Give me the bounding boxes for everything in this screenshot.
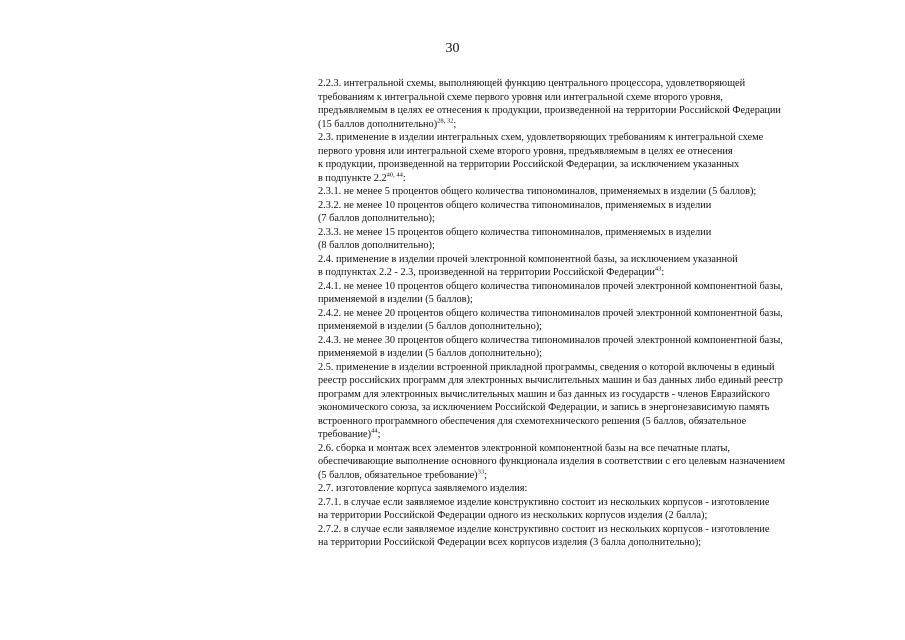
line-text: 2.7. изготовление корпуса заявляемого изделия: (318, 483, 528, 494)
line-text: 2.3.1. не менее 5 процентов общего количества типономиналов, применяемых в изделии (5 баллов); (318, 186, 757, 197)
line-punctuation: : (661, 267, 665, 278)
text-line (318, 253, 878, 267)
footnote-reference: 40, 44 (386, 171, 403, 179)
line-text: к продукции, произведенной на территории Российской Федерации, за исключением указанных (318, 159, 740, 170)
line-text: реестр российских программ для электронных вычислительных машин и баз данных либо единый реестр (318, 375, 783, 386)
line-text: (8 баллов дополнительно); (318, 240, 435, 251)
text-line (318, 509, 878, 523)
text-line (318, 428, 878, 442)
line-text: предъявляемым в целях ее отнесения к продукции, произведенной на территории Российской Федерации (318, 105, 781, 116)
line-text: 2.6. сборка и монтаж всех элементов электронной компонентной базы на все печатные платы, (318, 442, 730, 454)
text-line (318, 455, 878, 469)
line-text: 2.3. применение в изделии интегральных схем, удовлетворяющих требованиям к интегральной схеме (318, 132, 764, 143)
line-text: применяемой в изделии (5 баллов); (318, 294, 473, 305)
line-punctuation: ; (453, 118, 457, 130)
line-text: (7 баллов дополнительно); (318, 213, 435, 224)
line-text: 2.4.2. не менее 20 процентов общего количества типономиналов прочей электронной компонентной базы, (318, 307, 783, 319)
text-line (318, 320, 878, 334)
text-line (318, 118, 878, 132)
line-text: 2.3.3. не менее 15 процентов общего количества типономиналов, применяемых в изделии (318, 226, 712, 238)
line-text: экономического союза, за исключением Российской Федерации, и запись в энергонезависимую память (318, 402, 770, 413)
line-text: 2.3.2. не менее 10 процентов общего количества типономиналов, применяемых в изделии (318, 199, 712, 211)
line-text: встроенного программного обеспечения для схемотехнического решения (5 баллов, обязательное (318, 415, 747, 427)
line-text: (15 баллов дополнительно) (318, 118, 438, 130)
text-line (318, 388, 878, 402)
text-line (318, 266, 878, 280)
line-text: требование) (318, 429, 372, 440)
line-text: программ для электронных вычислительных машин и баз данных из государств - членов Евразийского (318, 388, 770, 400)
text-line (318, 293, 878, 307)
text-line (318, 131, 878, 145)
text-line (318, 172, 878, 186)
line-text: в подпунктах 2.2 - 2.3, произведенной на территории Российской Федерации (318, 267, 655, 278)
text-line (318, 361, 878, 375)
text-line (318, 158, 878, 172)
text-line (318, 185, 878, 199)
line-punctuation: : (402, 172, 406, 184)
text-line (318, 104, 878, 118)
text-line (318, 415, 878, 429)
line-text: 2.2.3. интегральной схемы, выполняющей функцию центрального процессора, удовлетворяющей (318, 78, 746, 89)
line-text: на территории Российской Федерации одного из нескольких корпусов изделия (2 балла); (318, 510, 708, 521)
text-line (318, 536, 878, 550)
line-text: требованиям к интегральной схеме первого уровня или интегральной схеме второго уровня, (318, 91, 723, 103)
line-punctuation: ; (484, 469, 487, 481)
text-line (318, 334, 878, 348)
line-text: (5 баллов, обязательное требование) (318, 469, 478, 481)
text-line (318, 145, 878, 159)
line-punctuation: ; (377, 429, 381, 440)
text-line (318, 199, 878, 213)
text-line (318, 469, 878, 483)
page-number: 30 (445, 41, 460, 56)
footnote-reference: 43 (654, 265, 662, 273)
line-text: 2.4.3. не менее 30 процентов общего количества типономиналов прочей электронной компонентной базы, (318, 334, 783, 346)
line-text: первого уровня или интегральной схеме второго уровня, предъявляемым в целях ее отнесения (318, 145, 733, 157)
text-line (318, 280, 878, 294)
text-line (318, 91, 878, 105)
text-line (318, 374, 878, 388)
line-text: 2.7.1. в случае если заявляемое изделие конструктивно состоит из нескольких корпусов - изготовление (318, 496, 770, 508)
text-line (318, 496, 878, 510)
line-text: 2.4.1. не менее 10 процентов общего количества типономиналов прочей электронной компонентной базы, (318, 280, 783, 292)
text-line (318, 226, 878, 240)
text-line (318, 307, 878, 321)
line-text: обеспечивающие выполнение основного функционала изделия в соответствии с его целевым назначением (318, 456, 786, 467)
text-line (318, 523, 878, 537)
line-text: на территории Российской Федерации всех корпусов изделия (3 балла дополнительно); (318, 537, 702, 548)
line-text: применяемой в изделии (5 баллов дополнительно); (318, 348, 543, 359)
text-line (318, 482, 878, 496)
line-text: 2.5. применение в изделии встроенной прикладной программы, сведения о которой включены в единый (318, 361, 775, 373)
document-body (318, 77, 878, 550)
text-line (318, 77, 878, 91)
line-text: в подпункте 2.2 (318, 172, 387, 184)
text-line (318, 347, 878, 361)
line-text: применяемой в изделии (5 баллов дополнительно); (318, 321, 543, 332)
text-line (318, 212, 878, 226)
text-line (318, 442, 878, 456)
line-text: 2.7.2. в случае если заявляемое изделие конструктивно состоит из нескольких корпусов - изготовление (318, 523, 770, 535)
footnote-reference: 28, 32 (437, 117, 454, 125)
line-text: 2.4. применение в изделии прочей электронной компонентной базы, за исключением указанной (318, 253, 738, 265)
footnote-reference: 33 (477, 468, 485, 476)
text-line (318, 401, 878, 415)
footnote-reference: 44 (371, 427, 378, 435)
text-line (318, 239, 878, 253)
